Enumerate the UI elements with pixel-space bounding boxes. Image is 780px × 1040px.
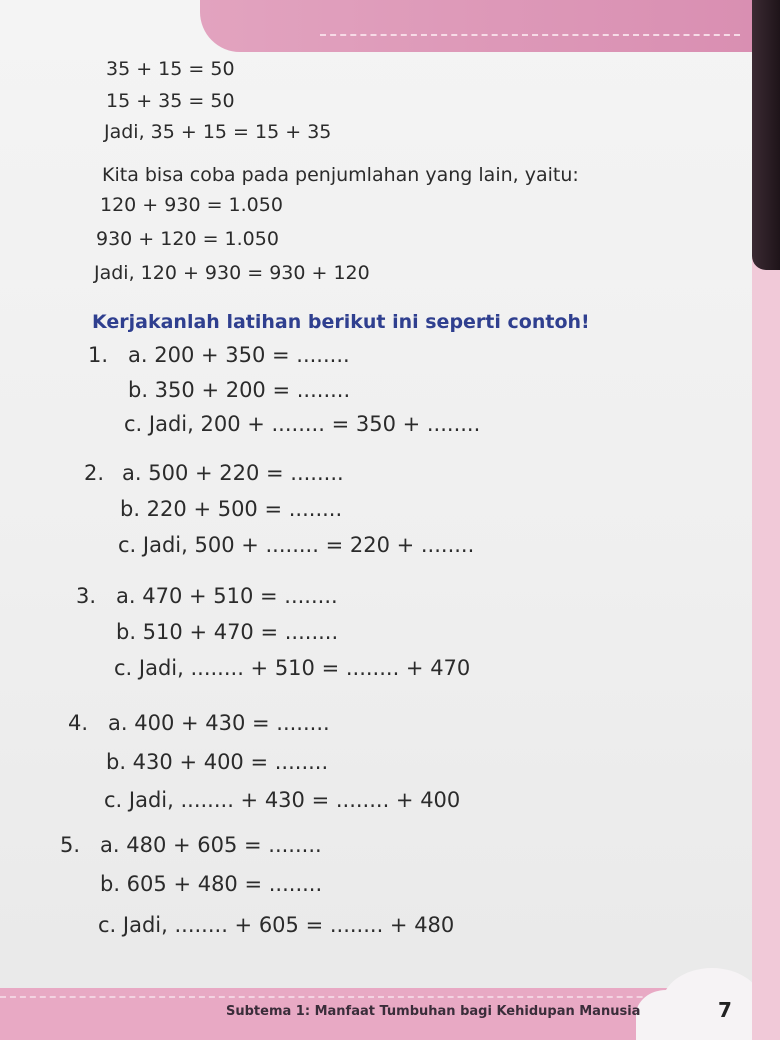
exercise-2c: c. Jadi, 500 + ........ = 220 + ........	[118, 533, 475, 557]
exercise-1c: c. Jadi, 200 + ........ = 350 + ........	[124, 412, 481, 436]
exercise-heading: Kerjakanlah latihan berikut ini seperti contoh!	[92, 311, 590, 333]
example2-line2: 930 + 120 = 1.050	[96, 228, 279, 250]
example2-line1: 120 + 930 = 1.050	[100, 194, 283, 216]
example1-conclusion: Jadi, 35 + 15 = 15 + 35	[104, 121, 332, 143]
page-number: 7	[718, 998, 732, 1022]
exercise-3c: c. Jadi, ........ + 510 = ........ + 470	[114, 656, 471, 680]
background-edge	[752, 0, 780, 270]
exercise-4c: c. Jadi, ........ + 430 = ........ + 400	[104, 788, 461, 812]
example2-conclusion: Jadi, 120 + 930 = 930 + 120	[94, 262, 370, 284]
footer-dash	[0, 996, 752, 998]
exercise-2a: a. 500 + 220 = ........	[122, 461, 344, 485]
top-decor-dash	[320, 34, 740, 36]
exercise-3b: b. 510 + 470 = ........	[116, 620, 339, 644]
cloud-decor	[662, 968, 752, 1040]
exercise-number: 4.	[68, 711, 89, 735]
top-decor-band	[200, 0, 752, 52]
exercise-5a: a. 480 + 605 = ........	[100, 833, 322, 857]
example1-line1: 35 + 15 = 50	[106, 58, 235, 80]
exercise-5b: b. 605 + 480 = ........	[100, 872, 323, 896]
example1-line2: 15 + 35 = 50	[106, 90, 235, 112]
exercise-2b: b. 220 + 500 = ........	[120, 497, 343, 521]
exercise-number: 1.	[88, 343, 109, 367]
intro-text: Kita bisa coba pada penjumlahan yang lain, yaitu:	[102, 164, 579, 186]
footer-subtema: Subtema 1: Manfaat Tumbuhan bagi Kehidupan Manusia	[226, 1004, 641, 1019]
exercise-4a: a. 400 + 430 = ........	[108, 711, 330, 735]
exercise-4b: b. 430 + 400 = ........	[106, 750, 329, 774]
exercise-3a: a. 470 + 510 = ........	[116, 584, 338, 608]
exercise-5c: c. Jadi, ........ + 605 = ........ + 480	[98, 913, 455, 937]
exercise-number: 2.	[84, 461, 105, 485]
exercise-1b: b. 350 + 200 = ........	[128, 378, 351, 402]
exercise-1a: a. 200 + 350 = ........	[128, 343, 350, 367]
exercise-number: 5.	[60, 833, 81, 857]
exercise-number: 3.	[76, 584, 97, 608]
